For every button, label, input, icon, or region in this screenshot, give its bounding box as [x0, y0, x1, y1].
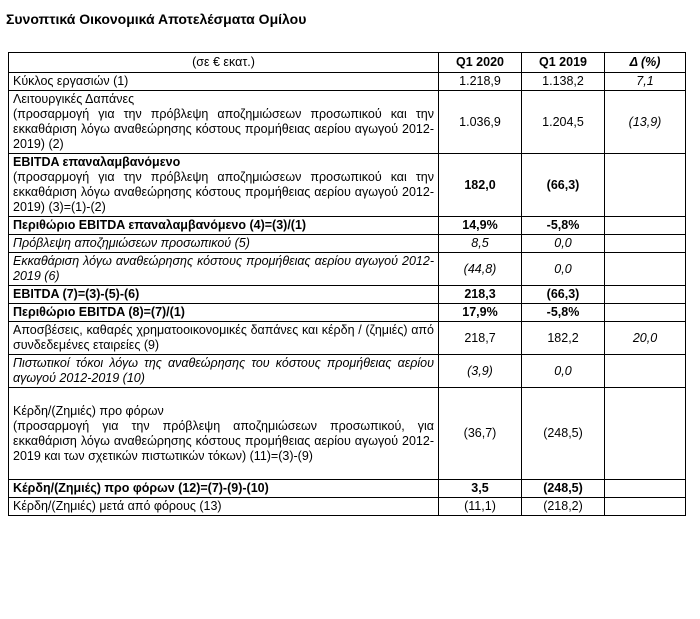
value-q1-2019: (66,3) — [522, 154, 605, 217]
value-q1-2020: 182,0 — [439, 154, 522, 217]
row-label: EBITDA επαναλαμβανόμενο — [13, 155, 181, 169]
value-change-pct: 20,0 — [605, 322, 686, 355]
header-unit-label: (σε € εκατ.) — [9, 53, 439, 73]
header-q1-2019: Q1 2019 — [522, 53, 605, 73]
table-row — [9, 217, 686, 235]
value-change-pct — [605, 286, 686, 304]
value-q1-2019: -5,8% — [522, 217, 605, 235]
table-row — [9, 304, 686, 322]
row-label: Κέρδη/(Ζημιές) προ φόρων (12)=(7)-(9)-(10) — [13, 481, 269, 495]
header-q1-2020: Q1 2020 — [439, 53, 522, 73]
value-q1-2019: 1.204,5 — [522, 91, 605, 154]
table-row — [9, 73, 686, 91]
table-body — [9, 73, 686, 516]
row-sublabel: (προσαρμογή για την πρόβλεψη αποζημιώσεων προσωπικού και την εκκαθάριση λόγω αναθεώρησης κόστους προμήθειας αερίου αγωγού 2012-2019) (2) — [13, 107, 434, 151]
value-q1-2019: (248,5) — [522, 480, 605, 498]
row-label-cell — [9, 322, 439, 355]
value-q1-2020: (44,8) — [439, 253, 522, 286]
table-row — [9, 480, 686, 498]
row-label-cell — [9, 235, 439, 253]
value-change-pct — [605, 388, 686, 480]
financial-results-table — [8, 52, 686, 516]
table-header-row — [9, 53, 686, 73]
header-change-pct: Δ (%) — [605, 53, 686, 73]
row-label: Λειτουργικές Δαπάνες — [13, 92, 135, 106]
row-label: Πρόβλεψη αποζημιώσεων προσωπικού (5) — [13, 236, 250, 250]
value-q1-2019: (66,3) — [522, 286, 605, 304]
table-row — [9, 388, 686, 480]
value-change-pct — [605, 498, 686, 516]
value-change-pct — [605, 253, 686, 286]
row-label: Πιστωτικοί τόκοι λόγω της αναθεώρησης του κόστους προμήθειας αερίου αγωγού 2012-2019 (10) — [13, 356, 434, 385]
row-label: Περιθώριο EBITDA επαναλαμβανόμενο (4)=(3)/(1) — [13, 218, 307, 232]
value-q1-2019: 1.138,2 — [522, 73, 605, 91]
row-label-cell — [9, 286, 439, 304]
row-sublabel: (προσαρμογή για την πρόβλεψη αποζημιώσεων προσωπικού και την εκκαθάριση λόγω αναθεώρησης κόστους προμήθειας αερίου αγωγού 2012-2019) (3)=(1)-(2) — [13, 170, 434, 214]
row-sublabel: (προσαρμογή για την πρόβλεψη αποζημιώσεων προσωπικού, για εκκαθάριση λόγω αναθεώρησης κόστους προμήθειας αερίου αγωγού 2012-2019 και των σχετικών πιστωτικών τόκων) (11)=(3)-(9) — [13, 418, 434, 463]
value-q1-2019: (248,5) — [522, 388, 605, 480]
value-change-pct: (13,9) — [605, 91, 686, 154]
value-change-pct: 7,1 — [605, 73, 686, 91]
value-q1-2019: 182,2 — [522, 322, 605, 355]
value-q1-2019: -5,8% — [522, 304, 605, 322]
value-q1-2020: 1.036,9 — [439, 91, 522, 154]
value-change-pct — [605, 235, 686, 253]
value-change-pct — [605, 480, 686, 498]
row-label-cell — [9, 253, 439, 286]
table-row — [9, 322, 686, 355]
table-row — [9, 286, 686, 304]
row-label: Περιθώριο EBITDA (8)=(7)/(1) — [13, 305, 185, 319]
value-q1-2020: 17,9% — [439, 304, 522, 322]
row-label: Αποσβέσεις, καθαρές χρηματοοικονομικές δαπάνες και κέρδη / (ζημιές) από συνδεδεμένες εταιρείες (9) — [13, 323, 434, 352]
table-row — [9, 498, 686, 516]
table-row — [9, 235, 686, 253]
value-q1-2020: (3,9) — [439, 355, 522, 388]
value-q1-2020: (11,1) — [439, 498, 522, 516]
value-q1-2020: 14,9% — [439, 217, 522, 235]
value-q1-2020: 1.218,9 — [439, 73, 522, 91]
value-q1-2019: 0,0 — [522, 253, 605, 286]
row-label-cell — [9, 498, 439, 516]
row-label-cell — [9, 355, 439, 388]
value-q1-2020: 218,3 — [439, 286, 522, 304]
value-change-pct — [605, 217, 686, 235]
row-label-cell — [9, 154, 439, 217]
value-change-pct — [605, 154, 686, 217]
value-q1-2019: 0,0 — [522, 235, 605, 253]
table-row — [9, 154, 686, 217]
table-row — [9, 355, 686, 388]
table-row — [9, 91, 686, 154]
row-label-cell — [9, 480, 439, 498]
row-label-cell — [9, 217, 439, 235]
value-change-pct — [605, 304, 686, 322]
value-q1-2020: 8,5 — [439, 235, 522, 253]
row-label: Εκκαθάριση λόγω αναθεώρησης κόστους προμήθειας αερίου αγωγού 2012-2019 (6) — [13, 254, 434, 283]
row-label: Κύκλος εργασιών (1) — [13, 74, 129, 88]
row-label-cell — [9, 304, 439, 322]
row-label: Κέρδη/(Ζημιές) προ φόρων — [13, 403, 164, 418]
value-q1-2020: (36,7) — [439, 388, 522, 480]
value-q1-2020: 3,5 — [439, 480, 522, 498]
row-label: EBITDA (7)=(3)-(5)-(6) — [13, 287, 140, 301]
value-q1-2019: (218,2) — [522, 498, 605, 516]
row-label-cell — [9, 91, 439, 154]
page-title: Συνοπτικά Οικονομικά Αποτελέσματα Ομίλου — [6, 11, 307, 27]
value-change-pct — [605, 355, 686, 388]
table-row — [9, 253, 686, 286]
value-q1-2020: 218,7 — [439, 322, 522, 355]
row-label: Κέρδη/(Ζημιές) μετά από φόρους (13) — [13, 499, 222, 513]
row-label-cell — [9, 388, 439, 480]
value-q1-2019: 0,0 — [522, 355, 605, 388]
row-label-cell — [9, 73, 439, 91]
